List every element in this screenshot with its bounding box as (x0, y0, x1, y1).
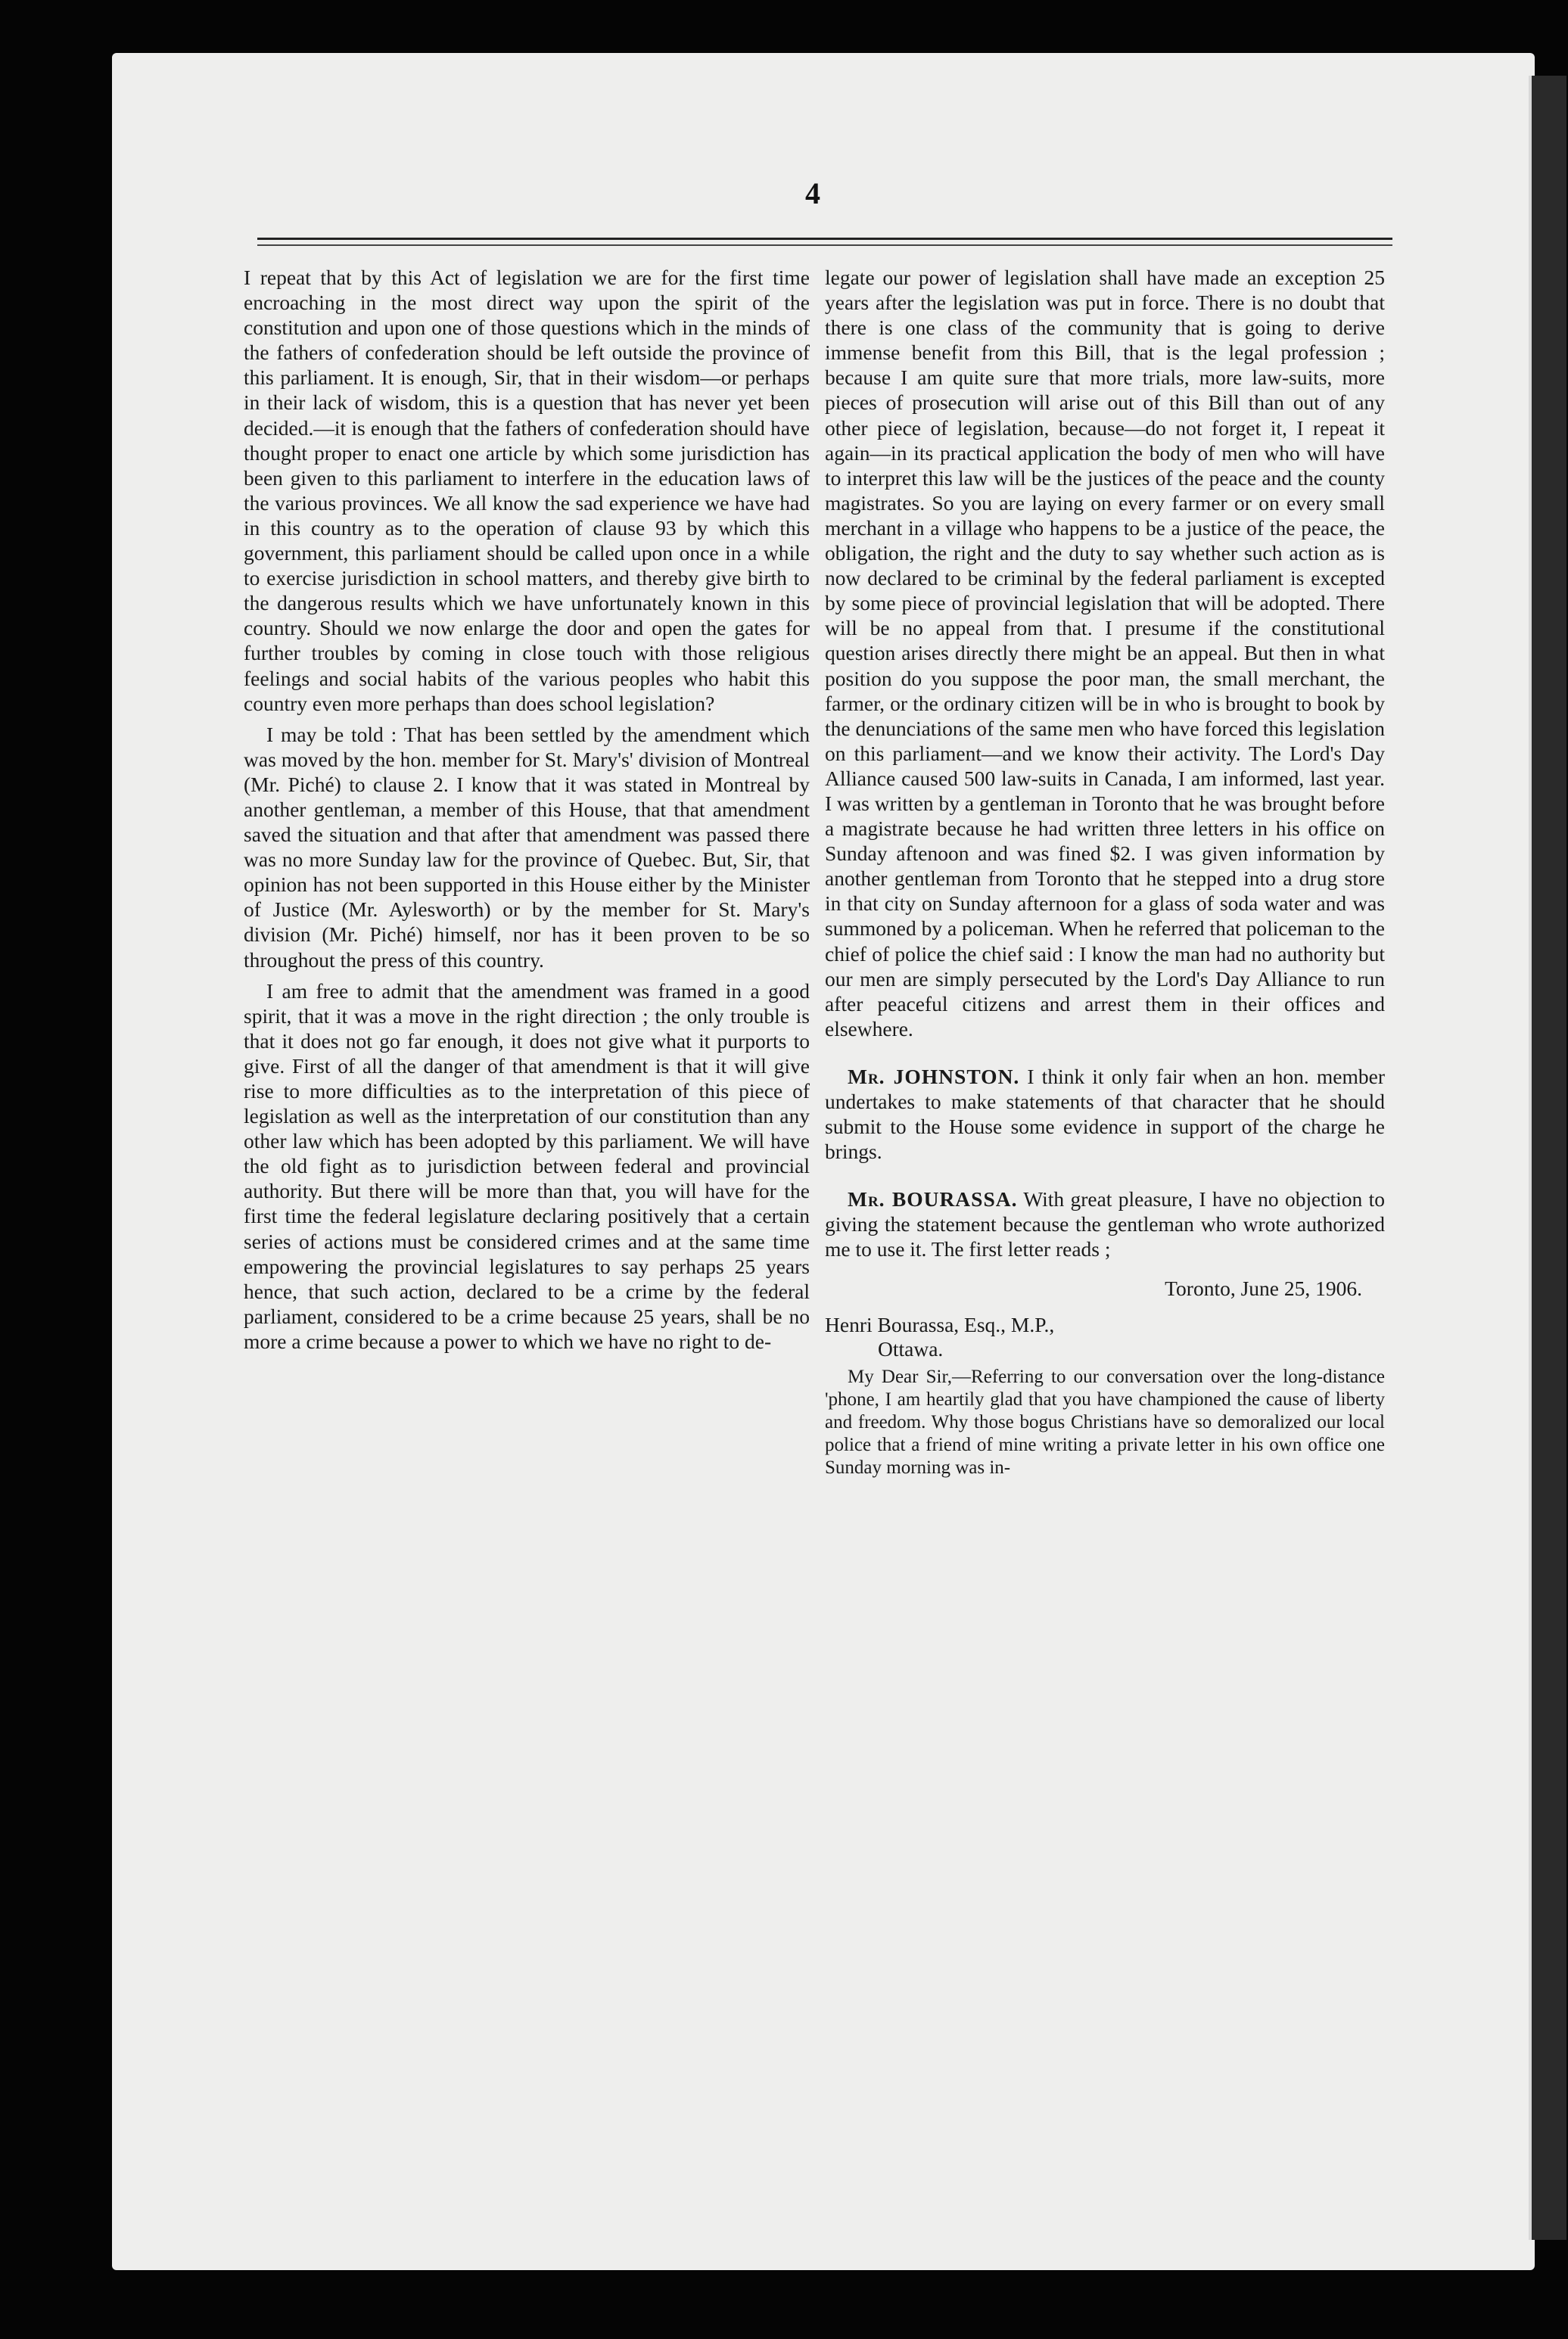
addressee-city: Ottawa. (878, 1336, 944, 1361)
adjacent-page-edge (1529, 76, 1566, 2240)
letter-date: Toronto, June 25, 1906. (1165, 1276, 1362, 1300)
left-paragraph-1: I repeat that by this Act of legislation we are for the first time encroaching in the most direct way upon the spirit of the constitution and upon one of those questions which in the minds of the fathers of confederation should be left outside the province of this parliament. It is enough, Sir, that in their wisdom—or perhaps in their lack of wisdom, this is a question that has never yet been decided.—it is enough that the fathers of confederation should have thought proper to enact one article by which some jurisdiction has been given to this parliament to interfere in the education laws of the various provinces. We all know the sad experience we have had in this country as to the operation of clause 93 by which this government, this parliament should be called upon once in a while to exercise jurisdiction in school matters, and thereby give birth to the dangerous results which we have unfortunately known in this country. Should we now enlarge the door and open the gates for further troubles by coming in close touch with those religious feelings and social habits of the various peoples who habit this country even more perhaps than does school legislation? (244, 266, 810, 715)
right-column (825, 265, 1385, 1485)
left-paragraph-2: I may be told : That has been settled by the amendment which was moved by the hon. member for St. Mary's' division of Montreal (Mr. Piché) to clause 2. I know that it was stated in Montreal by another gentleman, a member of this House, that that amendment saved the situation and that after that amendment was passed there was no more Sunday law for the province of Quebec. But, Sir, that opinion has not been supported in this House either by the Minister of Justice (Mr. Aylesworth) or by the member for St. Mary's division (Mr. Piché) himself, nor has it been proven to be so throughout the press of this country. (244, 722, 810, 972)
page-number: 4 (805, 176, 820, 210)
left-paragraph-3: I am free to admit that the amendment was framed in a good spirit, that it was a move in the right direction ; the only trouble is that it does not go far enough, it does not give what it purports to give. First of all the danger of that amendment is that it will give rise to more difficulties as to the interpretation of this piece of legislation as well as the interpretation of our constitution than any other law which has been adopted by this parliament. We will have the old fight as to jurisdiction between federal and provincial authority. But there will be more than that, you will have for the first time the federal legislature declaring positively that a certain series of actions must be considered crimes and at the same time empowering the provincial legislatures to say perhaps 25 years hence, that such action, declared to be a crime by the federal parliament, considered to be a crime because 25 years, shall be no more a crime because a power to which we have no right to de- (244, 978, 810, 1353)
letter-body: My Dear Sir,—Referring to our conversation over the long-distance 'phone, I am heartily glad that you have championed the cause of liberty and freedom. Why those bogus Christians have so demoralized our local police that a friend of mine writing a private letter in his own office one Sunday morning was in- (825, 1366, 1385, 1478)
spacer (825, 1047, 1385, 1064)
header-rule (257, 238, 1392, 246)
left-column (244, 265, 810, 1360)
letter-addressee (825, 1313, 1385, 1361)
bourassa-speech (825, 1187, 1385, 1261)
speaker-name-bourassa: Mr. BOURASSA. (848, 1187, 1018, 1211)
right-paragraph-1: legate our power of legislation shall have made an exception 25 years after the legislation was put in force. There is no doubt that there is one class of the community that is going to derive immense benefit from this Bill, that is the legal profession ; because I am quite sure that more trials, more law-suits, more pieces of prosecution will arise out of this Bill than out of any other piece of legislation, because—do not forget it, I repeat it again—in its practical application the body of men who will have to interpret this law will be the justices of the peace and the county magistrates. So you are laying on every farmer or on every small merchant in a village who happens to be a justice of the peace, the obligation, the right and the duty to say whether such action as is now declared to be criminal by the federal parliament is excepted by some piece of provincial legislation that will be adopted. There will be no appeal from that. I presume if the constitutional question arises directly there might be an appeal. But then in what position do you suppose the poor man, the small merchant, the farmer, or the ordinary citizen will be in who is brought to book by the denunciations of the same men who have forced this legislation on this parliament—and we know their activity. The Lord's Day Alliance caused 500 law-suits in Canada, I am informed, last year. I was written by a gentleman in Toronto that he was brought before a magistrate because he had written three letters in his office on Sunday aftenoon and was fined $2. I was given information by another gentleman from Toronto that he stepped into a drug store in that city on Sunday afternoon for a glass of soda water and was summoned by a policeman. When he referred that policeman to the chief of police the chief said : I know the man had no authority but our men are simply persecuted by the Lord's Day Alliance to run after peaceful citizens and arrest them in their offices and elsewhere. (825, 266, 1385, 1040)
johnston-speech-text: I think it only fair when an hon. member undertakes to make statements of that character that he should submit to the House some evidence in support of the charge he brings. (825, 1064, 1385, 1164)
spacer (825, 1170, 1385, 1187)
speaker-name-johnston: Mr. JOHNSTON. (848, 1064, 1020, 1088)
johnston-speech (825, 1064, 1385, 1164)
addressee-name: Henri Bourassa, Esq., M.P., (825, 1312, 1055, 1336)
bourassa-speech-text: With great pleasure, I have no objection to giving the statement because the gentleman who wrote authorized me to use it. The first letter reads ; (825, 1187, 1385, 1261)
